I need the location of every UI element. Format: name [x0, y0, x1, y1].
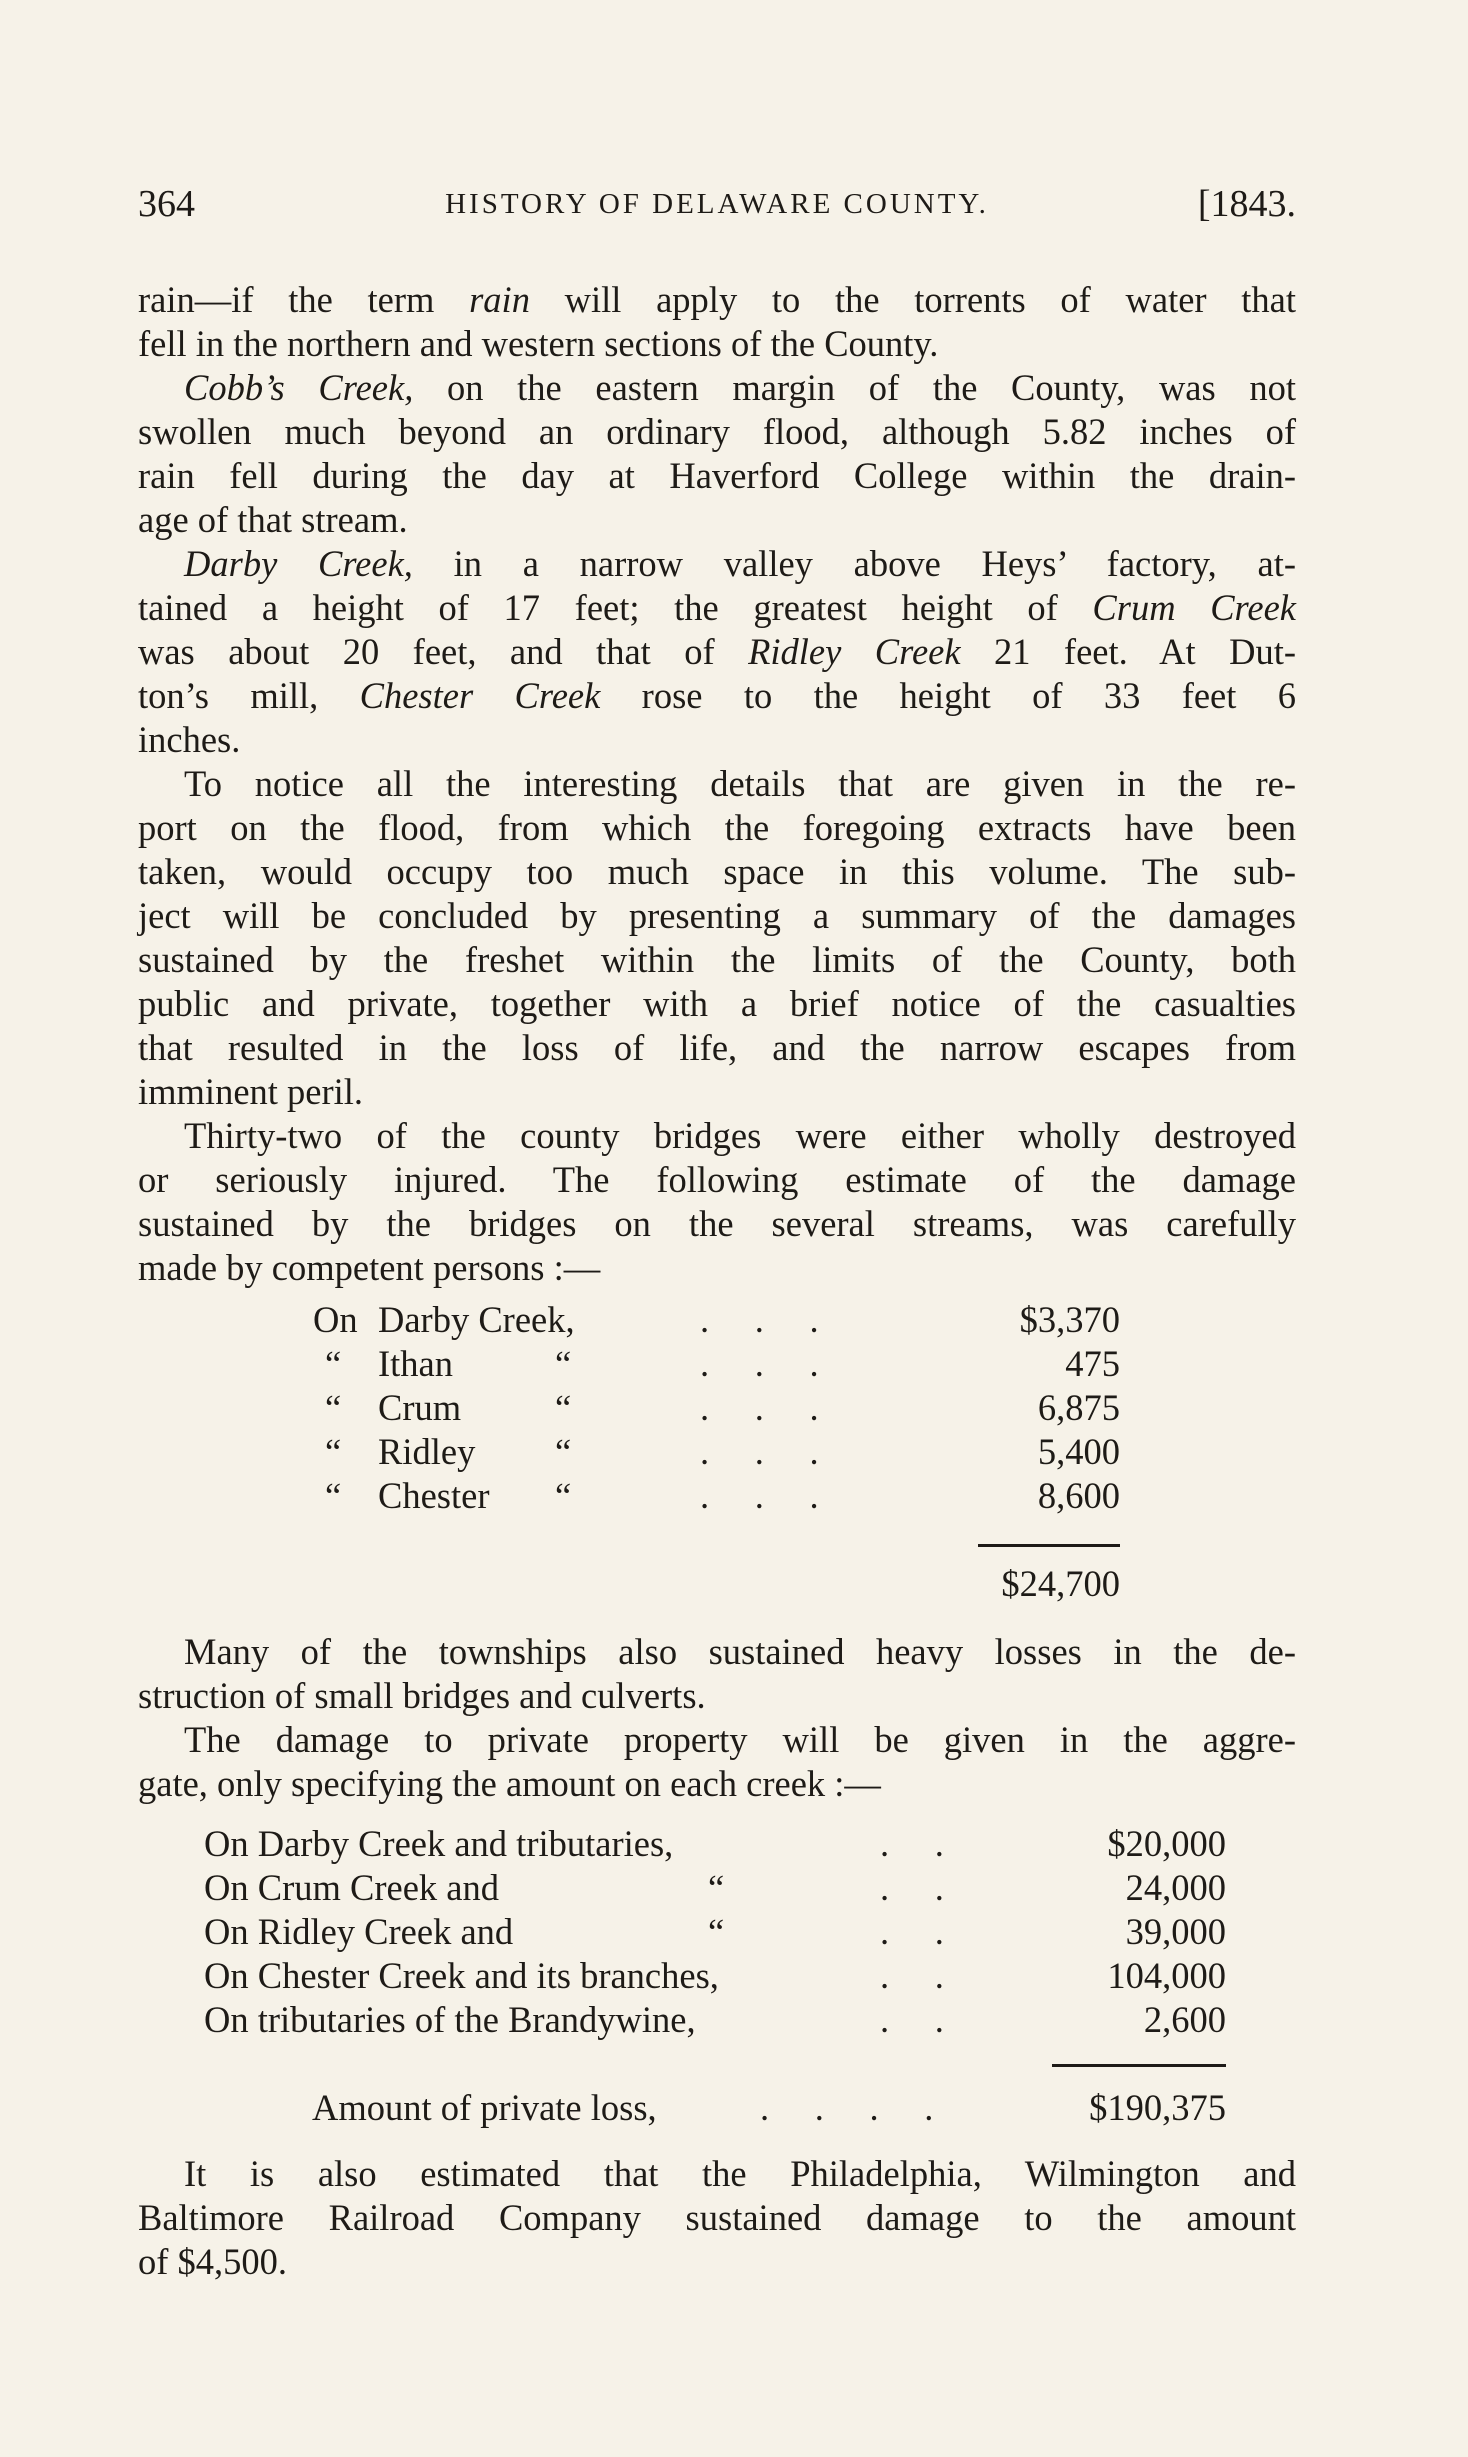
leader-dots: . . .	[700, 1299, 819, 1340]
sum-rule	[1052, 2064, 1226, 2067]
sum-rule	[978, 1544, 1120, 1547]
page-number: 364	[138, 183, 195, 225]
amount: $3,370	[1019, 1299, 1120, 1340]
table-row	[0, 1474, 1468, 1518]
running-title: HISTORY OF DELAWARE COUNTY.	[445, 188, 989, 220]
table-row	[0, 1298, 1468, 1342]
text-line: sustained by the freshet within the limits of the County, both	[138, 939, 1296, 980]
table-row	[0, 1430, 1468, 1474]
row-prefix: “	[325, 1431, 342, 1472]
text-line: Cobb’s Creek, on the eastern margin of the County, was not	[184, 367, 1297, 408]
text-line: age of that stream.	[138, 499, 408, 540]
amount: 5,400	[1037, 1431, 1120, 1472]
amount: 8,600	[1037, 1475, 1120, 1516]
row-prefix: “	[325, 1475, 342, 1516]
leader-dots: . .	[880, 1955, 944, 1996]
text-line: tained a height of 17 feet; the greatest height of Crum Creek	[138, 587, 1296, 628]
text-line: Many of the townships also sustained heavy losses in the de-	[184, 1631, 1296, 1672]
text-line: gate, only specifying the amount on each creek :—	[138, 1763, 881, 1804]
leader-dots: . . .	[700, 1387, 819, 1428]
ditto-mark: “	[555, 1431, 572, 1472]
leader-dots: . . .	[700, 1475, 819, 1516]
row-label: On tributaries of the Brandywine,	[204, 1999, 696, 2040]
creek-name: Ithan	[378, 1343, 453, 1384]
text-line: or seriously injured. The following estimate of the damage	[138, 1159, 1296, 1200]
table-row	[0, 1822, 1468, 1866]
text-line: imminent peril.	[138, 1071, 364, 1112]
creek-name: Darby Creek,	[378, 1299, 575, 1340]
text-line: public and private, together with a brief notice of the casualties	[138, 983, 1296, 1024]
leader-dots: . .	[880, 1867, 944, 1908]
leader-dots: . .	[880, 1823, 944, 1864]
text-line: Thirty-two of the county bridges were either wholly destroyed	[184, 1115, 1296, 1156]
row-label: On Ridley Creek and	[204, 1911, 514, 1952]
text-line: To notice all the interesting details that are given in the re-	[184, 763, 1296, 804]
creek-name: Crum	[378, 1387, 462, 1428]
table-row	[0, 1954, 1468, 1998]
page-header	[138, 182, 1296, 238]
text-line: Darby Creek, in a narrow valley above Heys’ factory, at-	[184, 543, 1296, 584]
total-row	[0, 1562, 1468, 1606]
leader-dots: . .	[880, 1911, 944, 1952]
table-row	[0, 1998, 1468, 2042]
ditto-mark: “	[555, 1475, 572, 1516]
text-line: ject will be concluded by presenting a summary of the damages	[138, 895, 1296, 936]
text-line: rain—if the term rain will apply to the torrents of water that	[138, 279, 1296, 320]
leader-dots: . . .	[700, 1343, 819, 1384]
text-line: taken, would occupy too much space in this volume. The sub-	[138, 851, 1296, 892]
year-marker: [1843.	[1197, 183, 1296, 225]
table-row	[0, 1910, 1468, 1954]
ditto-mark: “	[708, 1867, 725, 1908]
text-line: sustained by the bridges on the several streams, was carefully	[138, 1203, 1296, 1244]
leader-dots: . . . .	[760, 2087, 934, 2128]
text-line: made by competent persons :—	[138, 1247, 601, 1288]
amount: 39,000	[1125, 1911, 1226, 1952]
amount: 6,875	[1037, 1387, 1120, 1428]
bridges-total: $24,700	[1001, 1563, 1120, 1604]
ditto-mark: “	[708, 1911, 725, 1952]
text-line: Baltimore Railroad Company sustained damage to the amount	[138, 2197, 1296, 2238]
text-line: The damage to private property will be given in the aggre-	[184, 1719, 1296, 1760]
private-total: $190,375	[1089, 2087, 1226, 2128]
creek-name: Ridley	[378, 1431, 476, 1472]
amount: 104,000	[1107, 1955, 1226, 1996]
row-prefix: “	[325, 1387, 342, 1428]
text-line: that resulted in the loss of life, and the narrow escapes from	[138, 1027, 1296, 1068]
amount: 24,000	[1125, 1867, 1226, 1908]
amount: 2,600	[1143, 1999, 1226, 2040]
row-label: On Chester Creek and its branches,	[204, 1955, 719, 1996]
table-row	[0, 1386, 1468, 1430]
text-line: It is also estimated that the Philadelphia, Wilmington and	[184, 2153, 1296, 2194]
row-label: On Darby Creek and tributaries,	[204, 1823, 674, 1864]
total-label: Amount of private loss,	[312, 2087, 657, 2128]
text-line: swollen much beyond an ordinary flood, although 5.82 inches of	[138, 411, 1296, 452]
table-row	[0, 1342, 1468, 1386]
text-line: rain fell during the day at Haverford College within the drain-	[138, 455, 1296, 496]
amount: 475	[1065, 1343, 1120, 1384]
text-line: of $4,500.	[138, 2241, 288, 2282]
row-prefix: “	[325, 1343, 342, 1384]
text-line: ton’s mill, Chester Creek rose to the height of 33 feet 6	[138, 675, 1296, 716]
row-prefix: On	[313, 1299, 358, 1340]
text-line: inches.	[138, 719, 241, 760]
table-row	[0, 1866, 1468, 1910]
amount: $20,000	[1107, 1823, 1226, 1864]
text-line: fell in the northern and western sections of the County.	[138, 323, 939, 364]
leader-dots: . .	[880, 1999, 944, 2040]
text-line: struction of small bridges and culverts.	[138, 1675, 706, 1716]
ditto-mark: “	[555, 1343, 572, 1384]
creek-name: Chester	[378, 1475, 490, 1516]
ditto-mark: “	[555, 1387, 572, 1428]
text-line: was about 20 feet, and that of Ridley Creek 21 feet. At Dut-	[138, 631, 1297, 672]
leader-dots: . . .	[700, 1431, 819, 1472]
text-line: port on the flood, from which the foregoing extracts have been	[138, 807, 1296, 848]
row-label: On Crum Creek and	[204, 1867, 499, 1908]
total-row	[0, 2086, 1468, 2130]
